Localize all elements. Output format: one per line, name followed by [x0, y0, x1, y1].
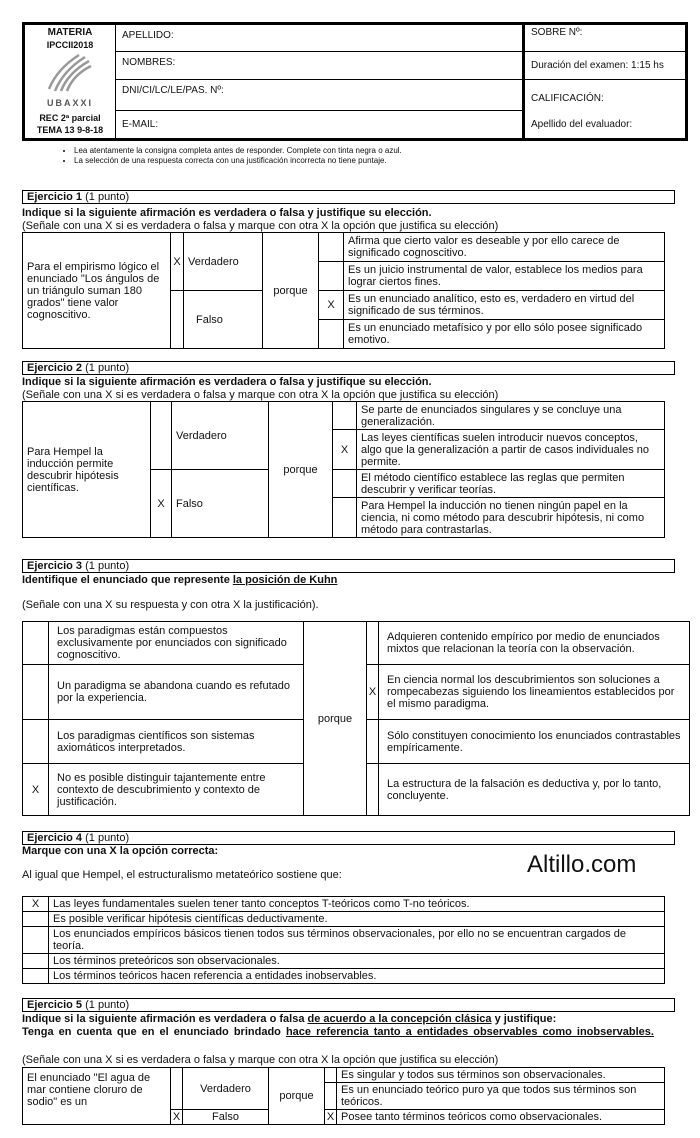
header-table: [22, 22, 688, 141]
ex1-title: Indique si la siguiente afirmación es verdadera o falsa y justifique su elección.: [22, 207, 432, 219]
ex5-title-text: Indique si la siguiente afirmación es verdadera o falsa: [22, 1013, 308, 1025]
email-field[interactable]: E-MAIL:: [116, 111, 524, 140]
ex3-right-mark[interactable]: [367, 720, 379, 764]
ex5-option: Es un enunciado teórico puro ya que todos sus términos son teóricos.: [337, 1083, 665, 1110]
ex1-statement: Para el empirismo lógico el enunciado "Los ángulos de un triángulo suman 180 grados" tiene valor cognoscitivo.: [23, 233, 171, 349]
ex2-header: [22, 361, 675, 375]
altillo-watermark: Altillo.com: [527, 851, 637, 878]
ex1-table: [22, 232, 665, 349]
ex4-option: Las leyes fundamentales suelen tener tanto conceptos T-teóricos como T-no teóricos.: [49, 897, 665, 912]
ex1-option: Es un enunciado metafísico y por ello sólo posee significado emotivo.: [344, 320, 665, 349]
ex3-right-mark[interactable]: [367, 622, 379, 665]
ex4-mark[interactable]: X: [23, 897, 49, 912]
ex5-header: [22, 998, 675, 1012]
ex3-right-option: En ciencia normal los descubrimientos son soluciones a rompecabezas siguiendo los lineamientos establecidos por el mismo paradigma.: [379, 665, 690, 720]
subject-cell: [24, 24, 116, 140]
apellido-field[interactable]: APELLIDO:: [116, 24, 524, 52]
ex3-left-mark[interactable]: [23, 622, 49, 665]
ex5-true-label: Verdadero: [183, 1068, 269, 1110]
ex3-left-option: Los paradigmas están compuestos exclusivamente por enunciados con significado cognoscitivo.: [49, 622, 304, 665]
ex5-opt-mark[interactable]: X: [325, 1110, 337, 1125]
ex2-label: Ejercicio 2: [27, 362, 83, 374]
ex4-option: Los términos teóricos hacen referencia a entidades inobservables.: [49, 969, 665, 984]
ex3-instructions: (Señale con una X su respuesta y con otra X la justificación).: [22, 599, 319, 611]
ex1-header: [22, 190, 675, 204]
ex1-opt-mark[interactable]: [319, 233, 344, 262]
ex3-right-mark[interactable]: X: [367, 665, 379, 720]
uba-logo-icon: [45, 53, 95, 93]
ex5-option: Es singular y todos sus términos son observacionales.: [337, 1068, 665, 1083]
ex1-instructions: (Señale con una X si es verdadera o falsa y marque con otra X la opción que justifica su elección): [22, 220, 499, 232]
ex3-right-mark[interactable]: [367, 764, 379, 816]
ex5-table: [22, 1067, 665, 1125]
ex1-option: Es un enunciado analítico, esto es, verdadero en virtud del significado de sus términos.: [344, 291, 665, 320]
ex5-porque: porque: [269, 1068, 325, 1125]
ex1-true-label: Verdadero: [184, 233, 263, 291]
ex5-note: [22, 1026, 665, 1038]
instruction-item: • La selección de una respuesta correcta con una justificación incorrecta no tiene puntaje.: [74, 156, 402, 166]
ex4-mark[interactable]: [23, 969, 49, 984]
ex1-opt-mark[interactable]: X: [319, 291, 344, 320]
ex3-porque: porque: [304, 622, 367, 816]
ex4-mark[interactable]: [23, 954, 49, 969]
nombres-field[interactable]: NOMBRES:: [116, 52, 524, 80]
duracion-label: Duración del examen: 1:15 hs: [524, 52, 687, 80]
ex1-opt-mark[interactable]: [319, 320, 344, 349]
ex3-label: Ejercicio 3: [27, 560, 83, 572]
calificacion-field[interactable]: CALIFICACIÓN:: [531, 92, 604, 104]
ex2-false-label: Falso: [172, 470, 269, 538]
ex3-left-option: Los paradigmas científicos son sistemas axiomáticos interpretados.: [49, 720, 304, 764]
instruction-item: • Lea atentamente la consigna completa antes de responder. Complete con tinta negra o azul.: [74, 146, 402, 156]
ex3-points: (1 punto): [85, 560, 130, 572]
ex2-opt-mark[interactable]: X: [333, 430, 357, 470]
ex5-instructions: (Señale con una X si es verdadera o falsa y marque con otra X la opción que justifica su elección): [22, 1054, 499, 1066]
rec-label: REC 2ª parcial: [39, 113, 101, 123]
ex4-points: (1 punto): [85, 832, 130, 844]
ex1-points: (1 punto): [85, 191, 130, 203]
ex2-points: (1 punto): [85, 362, 130, 374]
ex5-title-end: y justifique:: [491, 1013, 557, 1025]
ex5-opt-mark[interactable]: [325, 1083, 337, 1110]
ex5-note-text: Tenga en cuenta que en el enunciado brindado: [22, 1026, 286, 1038]
ex2-option: Las leyes científicas suelen introducir nuevos conceptos, algo que la generalización a partir de casos individuales no permite.: [357, 430, 665, 470]
ex1-true-mark[interactable]: X: [171, 233, 184, 291]
ex5-statement: El enunciado "El agua de mar contiene cloruro de sodio" es un: [23, 1068, 171, 1125]
ex2-opt-mark[interactable]: [333, 498, 357, 538]
ex2-option: El método científico establece las reglas que permiten descubrir y verificar teorías.: [357, 470, 665, 498]
ex1-porque: porque: [263, 233, 319, 349]
ex4-header: [22, 831, 675, 845]
ex2-true-mark[interactable]: [151, 402, 172, 470]
ex3-header: [22, 559, 675, 573]
ex3-title-underlined: la posición de Kuhn: [232, 574, 338, 586]
ex3-table: [22, 621, 690, 816]
logo-text: UBAXXI: [46, 98, 93, 108]
ex3-right-option: La estructura de la falsación es deductiva y, por lo tanto, concluyente.: [379, 764, 690, 816]
tema-label: TEMA 13 9-8-18: [36, 125, 104, 135]
ex2-false-mark[interactable]: X: [151, 470, 172, 538]
ex5-title: [22, 1013, 665, 1025]
ex3-left-option: No es posible distinguir tajantemente entre contexto de descubrimiento y contexto de justificación.: [49, 764, 304, 816]
materia-label: MATERIA: [47, 27, 93, 38]
ex3-left-mark[interactable]: [23, 720, 49, 764]
ex4-mark[interactable]: [23, 927, 49, 954]
ex4-mark[interactable]: [23, 912, 49, 927]
ex4-option: Es posible verificar hipótesis científicas deductivamente.: [49, 912, 665, 927]
ex5-points: (1 punto): [85, 999, 130, 1011]
ex3-title-text: Identifique el enunciado que represente: [22, 574, 233, 586]
ex2-porque: porque: [269, 402, 333, 538]
ex2-option: Se parte de enunciados singulares y se concluye una generalización.: [357, 402, 665, 430]
ex3-left-option: Un paradigma se abandona cuando es refutado por la experiencia.: [49, 665, 304, 720]
ex3-left-mark[interactable]: [23, 665, 49, 720]
ex5-false-mark[interactable]: X: [171, 1110, 183, 1125]
ex1-false-label: Falso: [184, 291, 263, 349]
ex2-title: Indique si la siguiente afirmación es verdadera o falsa y justifique su elección.: [22, 376, 432, 388]
ex1-opt-mark[interactable]: [319, 262, 344, 291]
ex5-note-underlined: hace referencia tanto a entidades observables como inobservables.: [285, 1026, 654, 1038]
ex4-option: Los enunciados empíricos básicos tienen todos sus términos observacionales, por ello no se encuentran cargados de teoría.: [49, 927, 665, 954]
ex1-option: Es un juicio instrumental de valor, establece los medios para lograr ciertos fines.: [344, 262, 665, 291]
ex4-table: [22, 896, 665, 984]
ex2-table: [22, 401, 665, 538]
ex4-label: Ejercicio 4: [27, 832, 83, 844]
ex2-opt-mark[interactable]: [333, 402, 357, 430]
ex3-title: [22, 574, 337, 586]
subject-code: IPCCII2018: [46, 40, 94, 50]
ex5-opt-mark[interactable]: [325, 1068, 337, 1083]
evaluador-field[interactable]: Apellido del evaluador:: [531, 118, 633, 130]
ex1-false-mark[interactable]: [171, 291, 184, 349]
ex3-left-mark[interactable]: X: [23, 764, 49, 816]
grading-cell: [524, 80, 687, 140]
ex5-option: Posee tanto términos teóricos como observacionales.: [337, 1110, 665, 1125]
instructions-list: [40, 146, 402, 166]
ex5-true-mark[interactable]: [171, 1068, 183, 1110]
ex5-title-underlined: de acuerdo a la concepción clásica: [307, 1013, 492, 1025]
ex5-label: Ejercicio 5: [27, 999, 83, 1011]
ex1-label: Ejercicio 1: [27, 191, 83, 203]
ex4-intro: Al igual que Hempel, el estructuralismo metateórico sostiene que:: [22, 869, 342, 881]
sobre-field[interactable]: SOBRE Nº:: [524, 24, 687, 52]
ex2-true-label: Verdadero: [172, 402, 269, 470]
ex4-title: Marque con una X la opción correcta:: [22, 845, 219, 857]
ex2-instructions: (Señale con una X si es verdadera o falsa y marque con otra X la opción que justifica su elección): [22, 389, 499, 401]
dni-field[interactable]: DNI/CI/LC/LE/PAS. Nº:: [116, 80, 524, 111]
ex4-option: Los términos preteóricos son observacionales.: [49, 954, 665, 969]
ex5-false-label: Falso: [183, 1110, 269, 1125]
ex2-statement: Para Hempel la inducción permite descubrir hipótesis científicas.: [23, 402, 151, 538]
ex3-right-option: Sólo constituyen conocimiento los enunciados contrastables empíricamente.: [379, 720, 690, 764]
ex3-right-option: Adquieren contenido empírico por medio de enunciados mixtos que relacionan la teoría con la observación.: [379, 622, 690, 665]
ex2-option: Para Hempel la inducción no tienen ningún papel en la ciencia, ni como método para descubrir hipótesis, ni como método para contrastarlas.: [357, 498, 665, 538]
ex2-opt-mark[interactable]: [333, 470, 357, 498]
ex1-option: Afirma que cierto valor es deseable y por ello carece de significado cognoscitivo.: [344, 233, 665, 262]
